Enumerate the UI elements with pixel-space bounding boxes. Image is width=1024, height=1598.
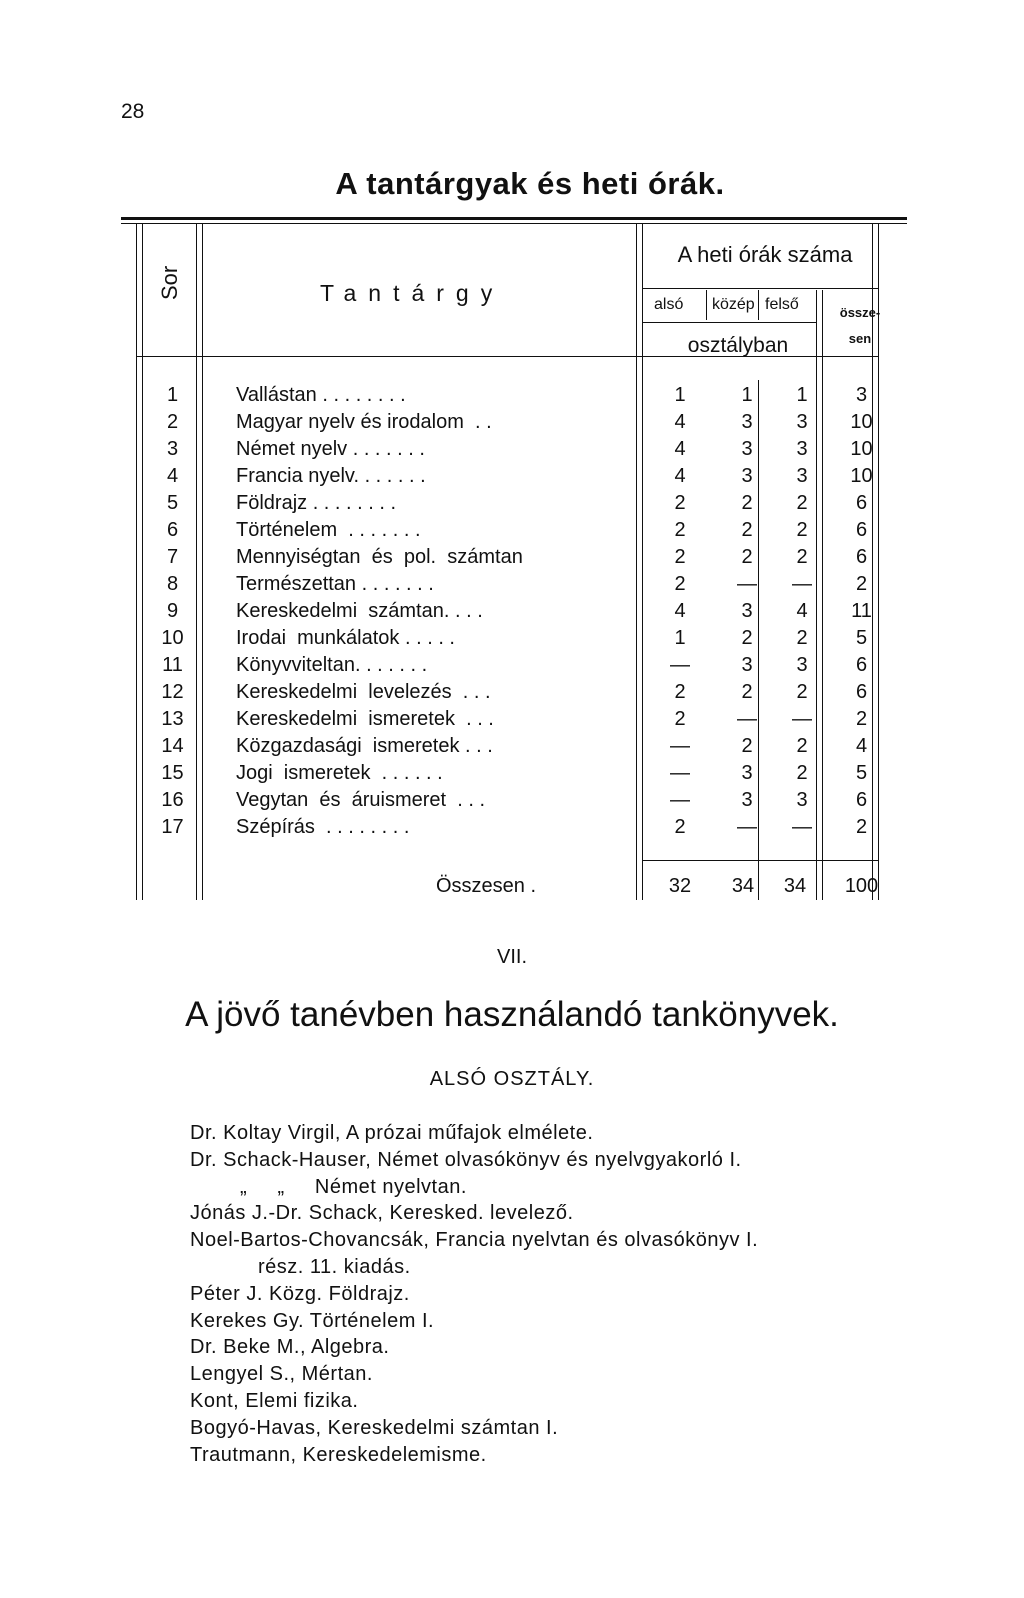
table-top-rule bbox=[121, 217, 907, 220]
row-subject: Irodai munkálatok . . . . . bbox=[236, 627, 455, 649]
list-item: Jónás J.-Dr. Schack, Keresked. levelező. bbox=[190, 1202, 574, 1225]
row-osszesen: 2 bbox=[855, 573, 868, 595]
row-number: 14 bbox=[161, 735, 184, 757]
row-felso: 2 bbox=[796, 546, 808, 568]
table-row bbox=[0, 519, 1024, 546]
row-number: 2 bbox=[166, 411, 179, 433]
list-item: „ „ Német nyelvtan. bbox=[240, 1175, 467, 1198]
table-row bbox=[0, 438, 1024, 465]
row-subject: Könyvviteltan. . . . . . . bbox=[236, 654, 428, 676]
row-felso: 4 bbox=[796, 600, 808, 622]
page-number: 28 bbox=[121, 100, 145, 123]
row-number: 5 bbox=[166, 492, 179, 514]
row-subject: Szépírás . . . . . . . . bbox=[236, 816, 410, 838]
table-row bbox=[0, 654, 1024, 681]
row-osszesen: 10 bbox=[850, 465, 873, 487]
row-subject: Vegytan és áruismeret . . . bbox=[236, 789, 486, 811]
row-kozep: — bbox=[737, 708, 757, 730]
row-kozep: — bbox=[737, 573, 757, 595]
row-subject: Földrajz . . . . . . . . bbox=[236, 492, 397, 514]
row-felso: 3 bbox=[796, 438, 808, 460]
row-osszesen: 10 bbox=[850, 411, 873, 433]
row-subject: Vallástan . . . . . . . . bbox=[236, 384, 406, 406]
list-item: Dr. Beke M., Algebra. bbox=[190, 1336, 390, 1359]
row-felso: 2 bbox=[796, 492, 808, 514]
row-osszesen: 5 bbox=[855, 627, 868, 649]
row-osszesen: 10 bbox=[850, 438, 873, 460]
row-kozep: 2 bbox=[741, 735, 753, 757]
row-also: — bbox=[670, 654, 690, 676]
header-also: alsó bbox=[654, 296, 684, 313]
row-also: 2 bbox=[674, 708, 686, 730]
table-row bbox=[0, 465, 1024, 492]
row-osszesen: 6 bbox=[855, 681, 868, 703]
row-number: 11 bbox=[162, 654, 183, 676]
total-rule bbox=[642, 860, 878, 861]
row-also: — bbox=[670, 735, 690, 757]
table-row bbox=[0, 573, 1024, 600]
section-number: VII. bbox=[496, 946, 527, 968]
row-kozep: 1 bbox=[741, 384, 753, 406]
row-subject: Magyar nyelv és irodalom . . bbox=[236, 411, 492, 433]
row-osszesen: 3 bbox=[855, 384, 868, 406]
list-item: Kont, Elemi fizika. bbox=[190, 1389, 359, 1412]
row-also: 2 bbox=[674, 816, 686, 838]
row-felso: 3 bbox=[796, 465, 808, 487]
row-number: 10 bbox=[161, 627, 184, 649]
table-row bbox=[0, 762, 1024, 789]
row-number: 15 bbox=[161, 762, 184, 784]
table-row bbox=[0, 546, 1024, 573]
table-row bbox=[0, 708, 1024, 735]
row-osszesen: 6 bbox=[855, 789, 868, 811]
total-osszesen: 100 bbox=[844, 875, 879, 897]
table-row bbox=[0, 600, 1024, 627]
row-felso: 2 bbox=[796, 681, 808, 703]
row-also: 4 bbox=[674, 411, 686, 433]
list-item: Trautmann, Kereskedelemisme. bbox=[190, 1443, 487, 1466]
row-number: 9 bbox=[166, 600, 179, 622]
list-item: Dr. Schack-Hauser, Német olvasókönyv és nyelvgyakorló I. bbox=[190, 1148, 742, 1171]
list-item: Kerekes Gy. Történelem I. bbox=[190, 1309, 435, 1332]
header-rule-heti bbox=[642, 288, 878, 289]
table-row bbox=[0, 627, 1024, 654]
row-also: — bbox=[670, 789, 690, 811]
table-row bbox=[0, 816, 1024, 843]
page-title: A tantárgyak és heti órák. bbox=[335, 166, 725, 201]
header-kozep: közép bbox=[712, 296, 755, 313]
row-felso: 3 bbox=[796, 654, 808, 676]
row-kozep: 3 bbox=[741, 654, 753, 676]
row-also: — bbox=[670, 762, 690, 784]
row-osszesen: 2 bbox=[855, 708, 868, 730]
row-number: 7 bbox=[166, 546, 179, 568]
row-also: 4 bbox=[674, 465, 686, 487]
row-felso: 3 bbox=[796, 789, 808, 811]
row-subject: Természettan . . . . . . . bbox=[236, 573, 434, 595]
row-felso: 2 bbox=[796, 627, 808, 649]
row-number: 6 bbox=[166, 519, 179, 541]
header-tantargy: Tantárgy bbox=[320, 280, 505, 306]
row-kozep: 2 bbox=[741, 681, 753, 703]
row-osszesen: 6 bbox=[855, 492, 868, 514]
row-subject: Kereskedelmi levelezés . . . bbox=[236, 681, 491, 703]
col-divider-kozep bbox=[758, 290, 759, 320]
table-row bbox=[0, 384, 1024, 411]
row-also: 4 bbox=[674, 438, 686, 460]
row-number: 3 bbox=[166, 438, 179, 460]
list-item: Péter J. Közg. Földrajz. bbox=[190, 1282, 410, 1305]
row-kozep: 2 bbox=[741, 519, 753, 541]
row-number: 4 bbox=[166, 465, 179, 487]
header-bottom-rule bbox=[136, 356, 878, 357]
row-kozep: 3 bbox=[741, 789, 753, 811]
total-felso: 34 bbox=[783, 875, 807, 897]
row-subject: Jogi ismeretek . . . . . . bbox=[236, 762, 443, 784]
header-sor: Sor bbox=[157, 265, 182, 300]
row-also: 2 bbox=[674, 519, 686, 541]
list-item: Lengyel S., Mértan. bbox=[190, 1363, 373, 1386]
row-osszesen: 6 bbox=[855, 519, 868, 541]
row-subject: Történelem . . . . . . . bbox=[236, 519, 421, 541]
row-osszesen: 6 bbox=[855, 654, 868, 676]
header-heti-orak: A heti órák száma bbox=[677, 242, 853, 267]
row-subject: Kereskedelmi ismeretek . . . bbox=[236, 708, 494, 730]
row-kozep: 3 bbox=[741, 465, 753, 487]
table-row bbox=[0, 411, 1024, 438]
row-number: 17 bbox=[161, 816, 184, 838]
row-also: 2 bbox=[674, 681, 686, 703]
row-subject: Francia nyelv. . . . . . . bbox=[236, 465, 426, 487]
total-also: 32 bbox=[668, 875, 692, 897]
list-item: rész. 11. kiadás. bbox=[258, 1255, 411, 1278]
list-item: Dr. Koltay Virgil, A prózai műfajok elmélete. bbox=[190, 1122, 594, 1144]
row-felso: 2 bbox=[796, 762, 808, 784]
row-number: 12 bbox=[161, 681, 184, 703]
table-row bbox=[0, 735, 1024, 762]
header-osztalyban: osztályban bbox=[687, 334, 789, 357]
row-kozep: 3 bbox=[741, 411, 753, 433]
header-felso: felső bbox=[765, 296, 799, 313]
row-subject: Kereskedelmi számtan. . . . bbox=[236, 600, 483, 622]
row-number: 1 bbox=[166, 384, 179, 406]
table-top-rule-thin bbox=[121, 223, 907, 224]
section-title: A jövő tanévben használandó tankönyvek. bbox=[185, 995, 839, 1034]
row-subject: Közgazdasági ismeretek . . . bbox=[236, 735, 493, 757]
row-felso: — bbox=[792, 573, 812, 595]
row-also: 2 bbox=[674, 492, 686, 514]
row-number: 16 bbox=[161, 789, 184, 811]
row-osszesen: 6 bbox=[855, 546, 868, 568]
header-osszesen bbox=[832, 300, 888, 352]
row-osszesen: 11 bbox=[851, 600, 872, 622]
row-also: 4 bbox=[674, 600, 686, 622]
header-osszesen-line2: sen bbox=[848, 331, 872, 346]
row-also: 1 bbox=[674, 384, 686, 406]
row-kozep: 3 bbox=[741, 762, 753, 784]
row-number: 13 bbox=[161, 708, 184, 730]
header-osszesen-line1: össze- bbox=[839, 305, 881, 320]
row-kozep: 3 bbox=[741, 600, 753, 622]
row-number: 8 bbox=[166, 573, 179, 595]
row-felso: 1 bbox=[796, 384, 808, 406]
row-felso: — bbox=[792, 708, 812, 730]
row-osszesen: 5 bbox=[855, 762, 868, 784]
total-label: Összesen . bbox=[436, 875, 537, 897]
list-item: Noel-Bartos-Chovancsák, Francia nyelvtan és olvasókönyv I. bbox=[190, 1229, 759, 1252]
row-kozep: 2 bbox=[741, 492, 753, 514]
header-rule-sub bbox=[642, 322, 816, 323]
row-subject: Mennyiségtan és pol. számtan bbox=[236, 546, 523, 568]
col-divider-also bbox=[706, 290, 707, 320]
row-also: 2 bbox=[674, 573, 686, 595]
row-kozep: 2 bbox=[741, 546, 753, 568]
row-osszesen: 2 bbox=[855, 816, 868, 838]
row-felso: 2 bbox=[796, 735, 808, 757]
row-subject: Német nyelv . . . . . . . bbox=[236, 438, 425, 460]
table-row bbox=[0, 492, 1024, 519]
row-kozep: 3 bbox=[741, 438, 753, 460]
row-also: 2 bbox=[674, 546, 686, 568]
section-subtitle: ALSÓ OSZTÁLY. bbox=[429, 1068, 595, 1090]
row-kozep: 2 bbox=[741, 627, 753, 649]
row-felso: 3 bbox=[796, 411, 808, 433]
row-felso: — bbox=[792, 816, 812, 838]
table-row bbox=[0, 789, 1024, 816]
table-row bbox=[0, 681, 1024, 708]
row-also: 1 bbox=[674, 627, 686, 649]
total-kozep: 34 bbox=[731, 875, 755, 897]
list-item: Bogyó-Havas, Kereskedelmi számtan I. bbox=[190, 1416, 559, 1439]
row-felso: 2 bbox=[796, 519, 808, 541]
book-list bbox=[190, 1122, 990, 1470]
row-kozep: — bbox=[737, 816, 757, 838]
row-osszesen: 4 bbox=[855, 735, 868, 757]
